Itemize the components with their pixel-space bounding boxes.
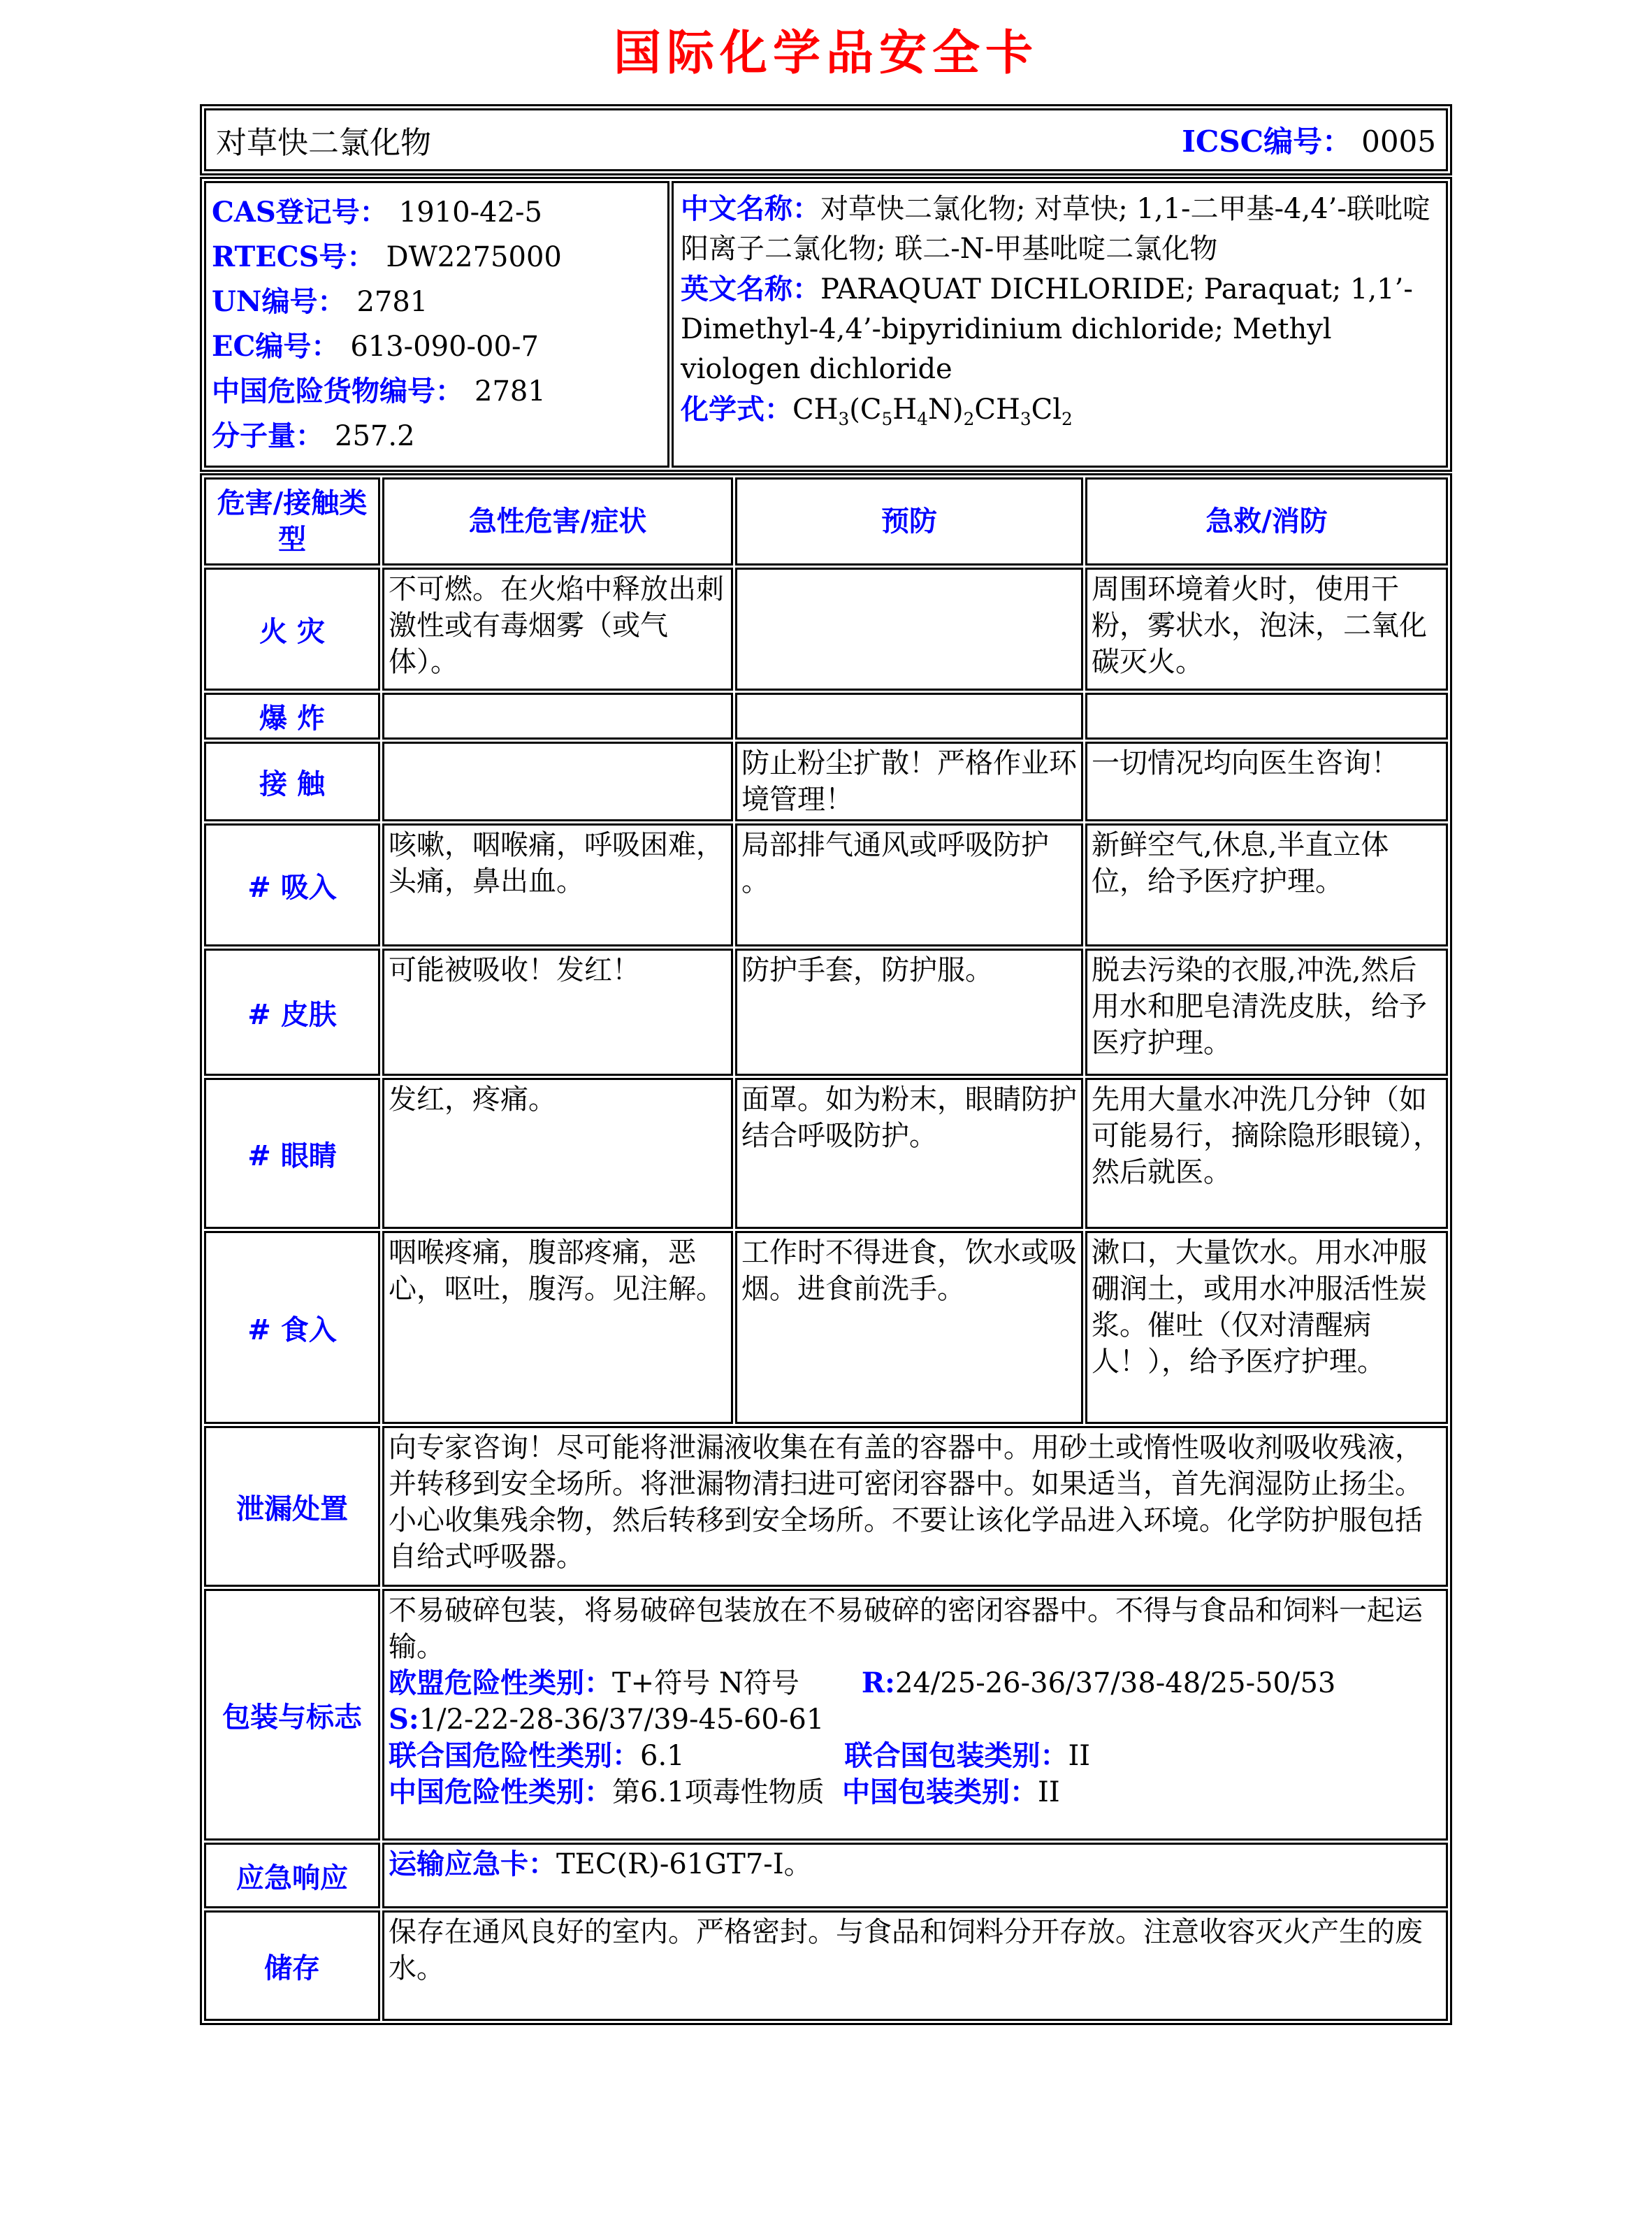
header-firstaid: 急救/消防	[1085, 477, 1448, 566]
row-emergency-content: 运输应急卡：TEC(R)-61GT7-I。	[382, 1843, 1448, 1908]
row-inhalation-label: # 吸入	[204, 823, 380, 946]
card-title-table	[200, 104, 1452, 175]
row-ingestion-symptoms: 咽喉疼痛，腹部疼痛，恶心，呕吐，腹泻。见注解。	[382, 1231, 733, 1424]
row-inhalation-firstaid: 新鲜空气,休息,半直立体位，给予医疗护理。	[1085, 823, 1448, 946]
row-storage-content: 保存在通风良好的室内。严格密封。与食品和饲料分开存放。注意收容灭火产生的废水。	[382, 1910, 1448, 2021]
header-acute-symptoms: 急性危害/症状	[382, 477, 733, 566]
page-title: 国际化学品安全卡	[613, 25, 1038, 81]
row-fire-firstaid: 周围环境着火时，使用干粉，雾状水，泡沫，二氧化碳灭火。	[1085, 568, 1448, 691]
chemical-name: 对草快二氯化物	[216, 125, 431, 161]
row-ingestion	[204, 1231, 1448, 1424]
row-contact	[204, 742, 1448, 821]
chemical-formula: 化学式：$CH_3(C_5H_4N)_2CH_3Cl_2$	[681, 393, 1073, 429]
icsc-value: 0005	[1361, 124, 1436, 159]
row-contact-label: 接 触	[204, 742, 380, 821]
row-skin-label: # 皮肤	[204, 949, 380, 1076]
row-contact-firstaid: 一切情况均向医生咨询！	[1085, 742, 1448, 821]
names-cell	[672, 181, 1448, 468]
row-fire-label: 火 灾	[204, 568, 380, 691]
formula-value: $CH_3(C_5H_4N)_2CH_3Cl_2$	[792, 394, 1073, 429]
row-fire-symptoms: 不可燃。在火焰中释放出刺激性或有毒烟雾（或气体）。	[382, 568, 733, 691]
row-explosion	[204, 693, 1448, 740]
un-number: UN编号： 2781	[212, 285, 428, 318]
row-eyes-label: # 眼睛	[204, 1078, 380, 1229]
row-emergency-label: 应急响应	[204, 1843, 380, 1908]
row-skin-symptoms: 可能被吸收！发红！	[382, 949, 733, 1076]
header-prevention: 预防	[735, 477, 1083, 566]
row-eyes	[204, 1078, 1448, 1229]
row-storage-label: 储存	[204, 1910, 380, 2021]
row-explosion-prevention	[735, 693, 1083, 740]
row-eyes-symptoms: 发红，疼痛。	[382, 1078, 733, 1229]
english-names: 英文名称：PARAQUAT DICHLORIDE; Paraquat; 1,1’-Dimethyl-4,4’-bipyridinium dichloride; Methyl viologen dichloride	[681, 273, 1413, 385]
hazard-header-row	[204, 477, 1448, 566]
molecular-weight: 分子量： 257.2	[212, 419, 415, 452]
row-skin-prevention: 防护手套，防护服。	[735, 949, 1083, 1076]
icsc-label: ICSC编号：	[1182, 124, 1352, 159]
hazard-table	[200, 473, 1452, 2025]
china-dg-number: 中国危险货物编号： 2781	[212, 375, 546, 408]
chinese-names: 中文名称：对草快二氯化物; 对草快; 1,1-二甲基-4,4’-联吡啶阳离子二氯化物; 联二-N-甲基吡啶二氯化物	[681, 192, 1430, 265]
row-explosion-symptoms	[382, 693, 733, 740]
icsc-number	[1182, 119, 1436, 161]
row-storage	[204, 1910, 1448, 2021]
row-fire-prevention	[735, 568, 1083, 691]
row-inhalation-symptoms: 咳嗽，咽喉痛，呼吸困难，头痛，鼻出血。	[382, 823, 733, 946]
row-spill-disposal	[204, 1426, 1448, 1587]
icsc-card	[200, 104, 1452, 2025]
row-inhalation	[204, 823, 1448, 946]
cas-number: CAS登记号： 1910-42-5	[212, 196, 542, 229]
rtecs-number: RTECS号： DW2275000	[212, 240, 562, 273]
card-title-row	[204, 108, 1448, 171]
row-contact-prevention: 防止粉尘扩散！严格作业环境管理！	[735, 742, 1083, 821]
row-explosion-label: 爆 炸	[204, 693, 380, 740]
row-eyes-prevention: 面罩。如为粉末，眼睛防护结合呼吸防护。	[735, 1078, 1083, 1229]
row-ingestion-label: # 食入	[204, 1231, 380, 1424]
row-inhalation-prevention: 局部排气通风或呼吸防护 。	[735, 823, 1083, 946]
row-skin-firstaid: 脱去污染的衣服,冲洗,然后用水和肥皂清洗皮肤，给予医疗护理。	[1085, 949, 1448, 1076]
row-spill-content: 向专家咨询！尽可能将泄漏液收集在有盖的容器中。用砂土或惰性吸收剂吸收残液，并转移到安全场所。将泄漏物清扫进可密闭容器中。如果适当，首先润湿防止扬尘。小心收集残余物，然后转移到安全场所。不要让该化学品进入环境。化学防护服包括自给式呼吸器。	[382, 1426, 1448, 1587]
row-skin	[204, 949, 1448, 1076]
ec-number: EC编号： 613-090-00-7	[212, 330, 539, 363]
row-explosion-firstaid	[1085, 693, 1448, 740]
row-emergency-response	[204, 1843, 1448, 1908]
row-packaging-label: 包装与标志	[204, 1589, 380, 1841]
row-eyes-firstaid: 先用大量水冲洗几分钟（如可能易行，摘除隐形眼镜），然后就医。	[1085, 1078, 1448, 1229]
row-packaging-labeling	[204, 1589, 1448, 1841]
row-ingestion-firstaid: 漱口，大量饮水。用水冲服硼润土，或用水冲服活性炭浆。催吐（仅对清醒病人！），给予医疗护理。	[1085, 1231, 1448, 1424]
row-ingestion-prevention: 工作时不得进食，饮水或吸烟。进食前洗手。	[735, 1231, 1083, 1424]
row-fire	[204, 568, 1448, 691]
row-packaging-content: 不易破碎包装，将易破碎包装放在不易破碎的密闭容器中。不得与食品和饲料一起运输。 欧盟危险性类别：T+符号 N符号 R:24/25-26-36/37/38-48/25-50/53 S:1/2-22-28-36/37/39-45-60-61 联合国危险性类别：6.1 联合国包装类别：II 中国危险性类别：第6.1项毒性物质 中国包装类别：II	[382, 1589, 1448, 1841]
identifiers-cell	[204, 181, 669, 468]
header-hazard-type: 危害/接触类型	[204, 477, 380, 566]
row-contact-symptoms	[382, 742, 733, 821]
row-spill-label: 泄漏处置	[204, 1426, 380, 1587]
identifiers-table	[200, 177, 1452, 472]
